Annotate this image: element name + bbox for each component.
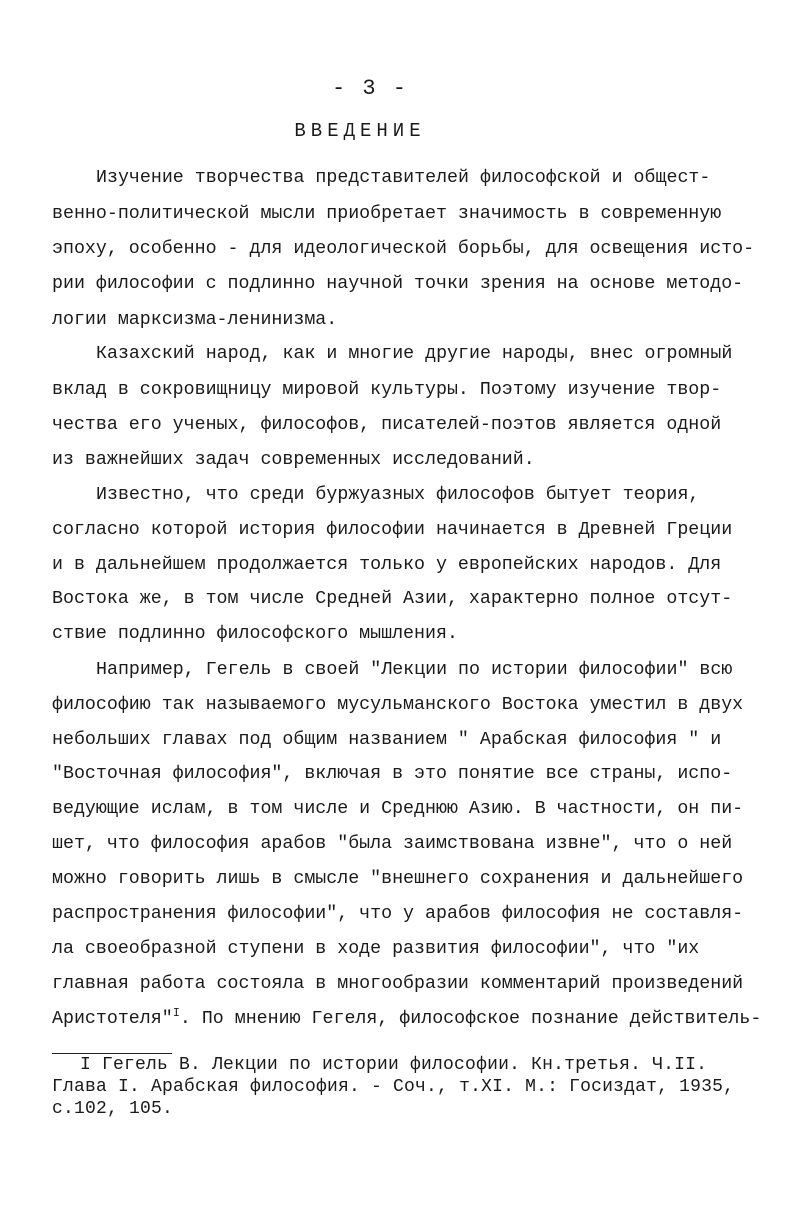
text-line: "Восточная философия", включая в это понятие все страны, испо- xyxy=(52,764,733,784)
text-line: логии марксизма-ленинизма. xyxy=(52,310,338,330)
text-line: чества его ученых, философов, писателей-поэтов является одной xyxy=(52,415,722,435)
text-line: можно говорить лишь в смысле "внешнего сохранения и дальнейшего xyxy=(52,869,744,889)
text-line xyxy=(52,1007,761,1031)
text-segment: Аристотеля" xyxy=(52,1009,173,1029)
text-line: Например, Гегель в своей "Лекции по истории философии" всю xyxy=(96,660,733,680)
text-line: Изучение творчества представителей философской и общест- xyxy=(96,168,711,188)
text-line: ведующие ислам, в том числе и Среднюю Азию. В частности, он пи- xyxy=(52,799,744,819)
footnote-marker: I xyxy=(172,1005,180,1020)
text-line: эпоху, особенно - для идеологической борьбы, для освещения исто- xyxy=(52,239,755,259)
footnote-line: I Гегель В. Лекции по истории философии. Кн.третья. Ч.II. xyxy=(80,1055,708,1075)
text-line: Известно, что среди буржуазных философов бытует теория, xyxy=(96,485,700,505)
text-line: философию так называемого мусульманского Востока уместил в двух xyxy=(52,695,744,715)
footnote-line: с.102, 105. xyxy=(52,1099,174,1119)
text-line: согласно которой история философии начинается в Древней Греции xyxy=(52,520,733,540)
text-line: ствие подлинно философского мышления. xyxy=(52,624,458,644)
footnote-divider xyxy=(52,1053,172,1054)
text-line: главная работа состояла в многообразии комментарий произведений xyxy=(52,974,744,994)
text-line: небольших главах под общим названием " Арабская философия " и xyxy=(52,730,722,750)
text-line: венно-политической мысли приобретает значимость в современную xyxy=(52,204,722,224)
text-line: вклад в сокровищницу мировой культуры. Поэтому изучение твор- xyxy=(52,380,722,400)
page-number: - 3 - xyxy=(331,76,408,101)
text-line: распространения философии", что у арабов философия не составля- xyxy=(52,904,744,924)
text-line: Казахский народ, как и многие другие народы, внес огромный xyxy=(96,344,733,364)
section-heading: ВВЕДЕНИЕ xyxy=(294,120,426,142)
text-line: и в дальнейшем продолжается только у европейских народов. Для xyxy=(52,555,722,575)
text-line: рии философии с подлинно научной точки зрения на основе методо- xyxy=(52,274,744,294)
text-line: шет, что философия арабов "была заимствована извне", что о ней xyxy=(52,834,733,854)
text-line: из важнейших задач современных исследований. xyxy=(52,450,535,470)
text-line: ла своеобразной ступени в ходе развития философии", что "их xyxy=(52,939,700,959)
text-line: Востока же, в том числе Средней Азии, характерно полное отсут- xyxy=(52,589,733,609)
text-segment: . По мнению Гегеля, философское познание действитель- xyxy=(179,1009,762,1029)
footnote-line: Глава I. Арабская философия. - Соч., т.XI. М.: Госиздат, 1935, xyxy=(52,1077,735,1097)
